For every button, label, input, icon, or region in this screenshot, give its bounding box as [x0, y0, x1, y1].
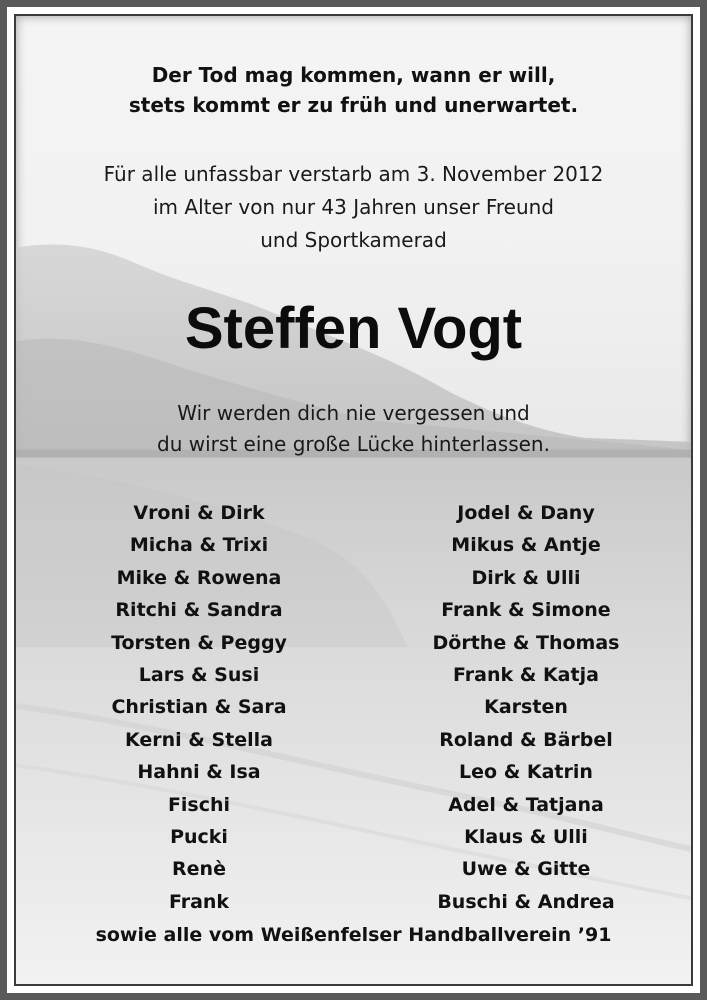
- mourner-name: Dirk & Ulli: [471, 566, 581, 589]
- mourner-name: Kerni & Stella: [125, 728, 273, 751]
- mourner-name: Leo & Katrin: [459, 761, 593, 784]
- mourner-name: Mikus & Antje: [451, 534, 601, 557]
- mourners-list-right: [406, 497, 646, 918]
- mourner-name: Dörthe & Thomas: [432, 631, 620, 654]
- message-line: du wirst eine große Lücke hinterlassen.: [157, 432, 550, 456]
- mourner-name: Adel & Tatjana: [448, 793, 604, 816]
- message-line: Wir werden dich nie vergessen und: [177, 401, 530, 425]
- mourner-name: Frank & Simone: [441, 599, 611, 622]
- notice-content: [16, 16, 691, 984]
- mourner-name: Fischi: [167, 793, 231, 816]
- mourner-name: Buschi & Andrea: [437, 890, 615, 913]
- mourner-name: Jodel & Dany: [457, 502, 595, 524]
- mourner-name: Micha & Trixi: [129, 534, 269, 557]
- mourner-name: Karsten: [484, 696, 568, 719]
- quote-line: Der Tod mag kommen, wann er will,: [151, 63, 556, 87]
- mourner-name: Christian & Sara: [111, 696, 287, 719]
- announcement-line: im Alter von nur 43 Jahren unser Freund: [153, 195, 554, 219]
- notice-panel: [14, 14, 693, 986]
- mourner-name: Pucki: [170, 826, 228, 849]
- mourners-list-left: [79, 497, 319, 918]
- mourner-name: Ritchi & Sandra: [115, 599, 283, 622]
- mourner-name: Roland & Bärbel: [439, 728, 613, 751]
- announcement-line: und Sportkamerad: [260, 228, 447, 252]
- mourner-name: Lars & Susi: [138, 664, 260, 687]
- mourner-name: Hahni & Isa: [137, 761, 261, 784]
- deceased-name: Steffen Vogt: [184, 296, 523, 361]
- death-announcement: [16, 158, 691, 257]
- mourner-name: Renè: [172, 858, 226, 881]
- farewell-message: [16, 398, 691, 460]
- mourner-name: Mike & Rowena: [116, 566, 282, 589]
- mourner-name: Vroni & Dirk: [133, 502, 265, 524]
- memorial-quote: [16, 60, 691, 120]
- club-signature: sowie alle vom Weißenfelser Handballverein ’91: [95, 924, 612, 946]
- mourner-name: Frank: [168, 890, 230, 913]
- mourner-name: Klaus & Ulli: [464, 826, 588, 849]
- announcement-line: Für alle unfassbar verstarb am 3. November 2012: [103, 162, 604, 186]
- mourner-name: Frank & Katja: [453, 664, 599, 687]
- mourner-name: Torsten & Peggy: [111, 631, 287, 654]
- quote-line: stets kommt er zu früh und unerwartet.: [128, 93, 579, 117]
- mourner-name: Uwe & Gitte: [461, 858, 591, 881]
